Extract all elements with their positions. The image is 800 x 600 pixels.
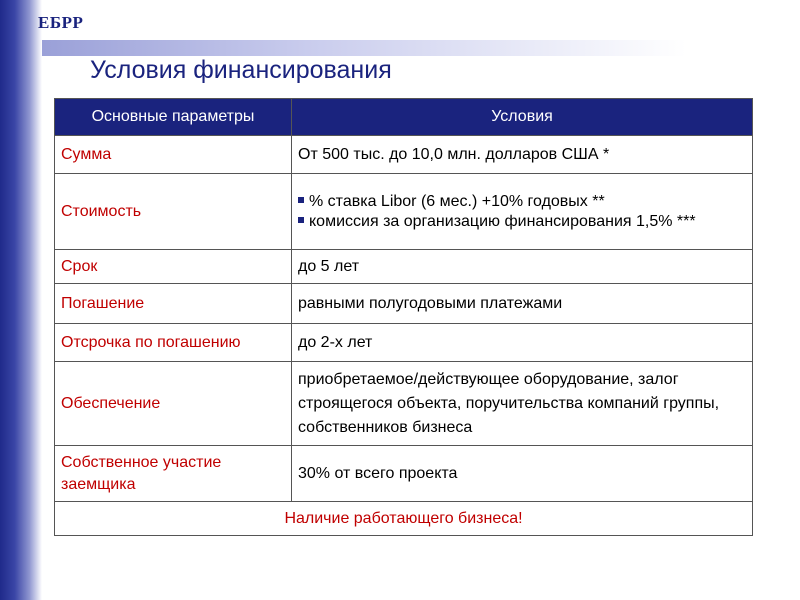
bullet-item [298,212,746,232]
page-title: Условия финансирования [90,56,392,84]
table-header-row [55,99,753,136]
value-cell [292,174,753,250]
column-header-parameters: Основные параметры [55,99,292,136]
bullet-text: % ставка Libor (6 мес.) +10% годовых ** [309,192,605,210]
table-row [55,446,753,502]
left-decorative-band [0,0,42,600]
table-row [55,250,753,284]
footer-note: Наличие работающего бизнеса! [55,502,753,536]
table-row [55,136,753,174]
param-cell: Отсрочка по погашению [55,324,292,362]
square-bullet-icon [298,217,304,223]
param-cell: Обеспечение [55,362,292,446]
value-cell: до 2-х лет [292,324,753,362]
value-cell: 30% от всего проекта [292,446,753,502]
conditions-table [54,98,753,536]
square-bullet-icon [298,197,304,203]
bullet-text: комиссия за организацию финансирования 1,5% *** [309,212,696,230]
param-cell: Погашение [55,284,292,324]
value-cell: до 5 лет [292,250,753,284]
value-cell: равными полугодовыми платежами [292,284,753,324]
table-footer-row [55,502,753,536]
param-cell: Срок [55,250,292,284]
param-cell: Стоимость [55,174,292,250]
param-cell: Сумма [55,136,292,174]
table-row [55,284,753,324]
bullet-item [298,192,746,212]
table-row [55,174,753,250]
column-header-conditions: Условия [292,99,753,136]
value-cell: приобретаемое/действующее оборудование, залог строящегося объекта, поручительства компаний группы, собственников бизнеса [292,362,753,446]
param-cell: Собственное участие заемщика [55,446,292,502]
table-row [55,324,753,362]
table-row [55,362,753,446]
top-decorative-band [42,40,800,56]
value-cell: От 500 тыс. до 10,0 млн. долларов США * [292,136,753,174]
logo: ЕБРР [38,13,84,32]
